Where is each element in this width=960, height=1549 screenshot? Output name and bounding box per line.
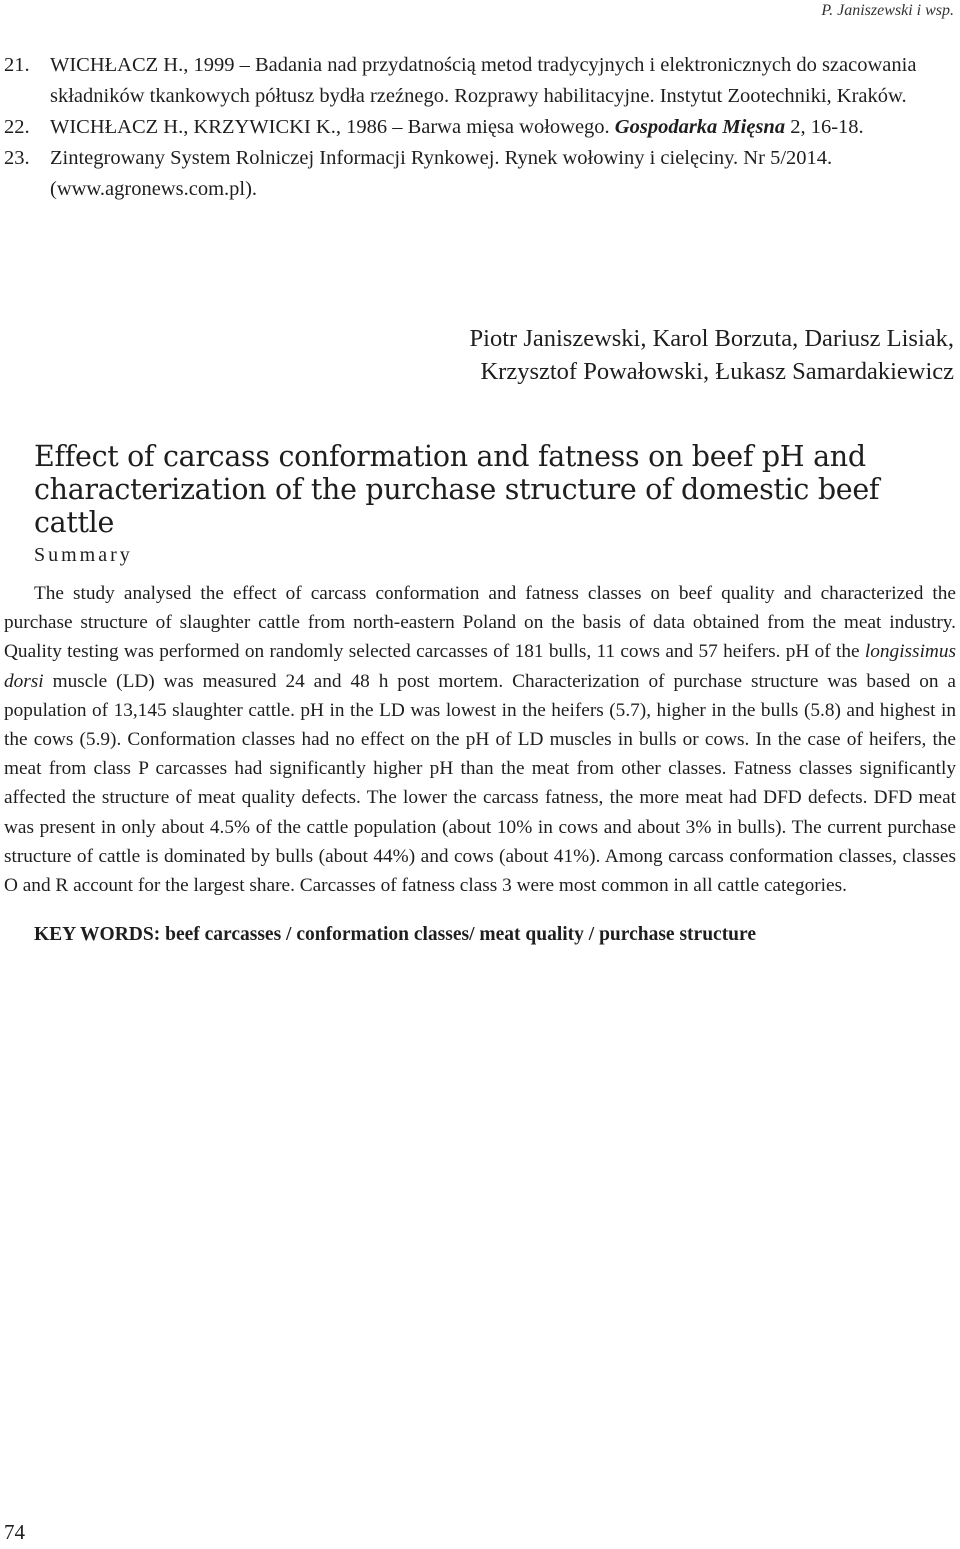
reference-number: 23.: [4, 147, 30, 169]
keywords: KEY WORDS: beef carcasses / conformation classes/ meat quality / purchase structure: [34, 924, 756, 945]
abstract-text: muscle (LD) was measured 24 and 48 h post mortem. Characterization of purchase structure was based on a population of 13,145 slaughter cattle. pH in the LD was lowest in the heifers (5.7), higher in the bulls (5.8) and highest in the cows (5.9). Conformation classes had no effect on the pH of LD muscles in bulls or cows. In the case of heifers, the meat from class P carcasses had significantly higher pH than the meat from other classes. Fatness classes significantly affected the structure of meat quality defects. The lower the carcass fatness, the more meat had DFD defects. DFD meat was present in only about 4.5% of the cattle population (about 10% in cows and about 3% in bulls). The current purchase structure of cattle is dominated by bulls (about 44%) and cows (about 41%). Among carcass conformation classes, classes O and R account for the largest share. Carcasses of fatness class 3 were most common in all cattle categories.: [4, 670, 956, 897]
reference-item: [4, 143, 956, 205]
reference-number: 22.: [4, 116, 30, 138]
reference-text: [50, 50, 956, 112]
reference-text-main: WICHŁACZ H., KRZYWICKI K., 1986 – Barwa mięsa wołowego.: [50, 116, 615, 138]
reference-number: 21.: [4, 54, 30, 76]
author-line: Piotr Janiszewski, Karol Borzuta, Dariusz Lisiak,: [469, 325, 954, 352]
reference-text-main: Zintegrowany System Rolniczej Informacji Rynkowej. Rynek wołowiny i cielęciny. Nr 5/2014. (www.agronews.com.pl).: [50, 147, 833, 200]
reference-item: [4, 50, 956, 112]
article-title: Effect of carcass conformation and fatness on beef pH and characterization of the purchase structure of domestic beef cattle: [34, 440, 880, 539]
summary-heading: Summary: [34, 544, 133, 566]
reference-item: [4, 112, 956, 143]
reference-journal: Gospodarka Mięsna: [614, 116, 786, 138]
page-number: 74: [4, 1520, 25, 1544]
running-head: P. Janiszewski i wsp.: [821, 2, 954, 19]
reference-text-main: WICHŁACZ H., 1999 – Badania nad przydatnością metod tradycyjnych i elektronicznych do szacowania składników tkankowych półtusz bydła rzeźnego. Rozprawy habilitacyjne. Instytut Zootechniki, Kraków.: [50, 54, 917, 107]
reference-text-tail: 2, 16-18.: [785, 116, 864, 138]
author-list: [254, 322, 954, 388]
abstract-text: The study analysed the effect of carcass conformation and fatness classes on beef quality and characterized the purchase structure of slaughter cattle from north-eastern Poland on the basis of data obtained from the meat industry. Quality testing was performed on randomly selected carcasses of 181 bulls, 11 cows and 57 heifers. pH of the: [4, 583, 956, 663]
author-line: Krzysztof Powałowski, Łukasz Samardakiewicz: [480, 358, 954, 385]
abstract-italic-term: longissimus dorsi: [4, 641, 956, 692]
reference-list: [4, 50, 956, 205]
reference-text: [50, 112, 956, 143]
abstract: [4, 579, 956, 900]
reference-text: [50, 143, 956, 205]
